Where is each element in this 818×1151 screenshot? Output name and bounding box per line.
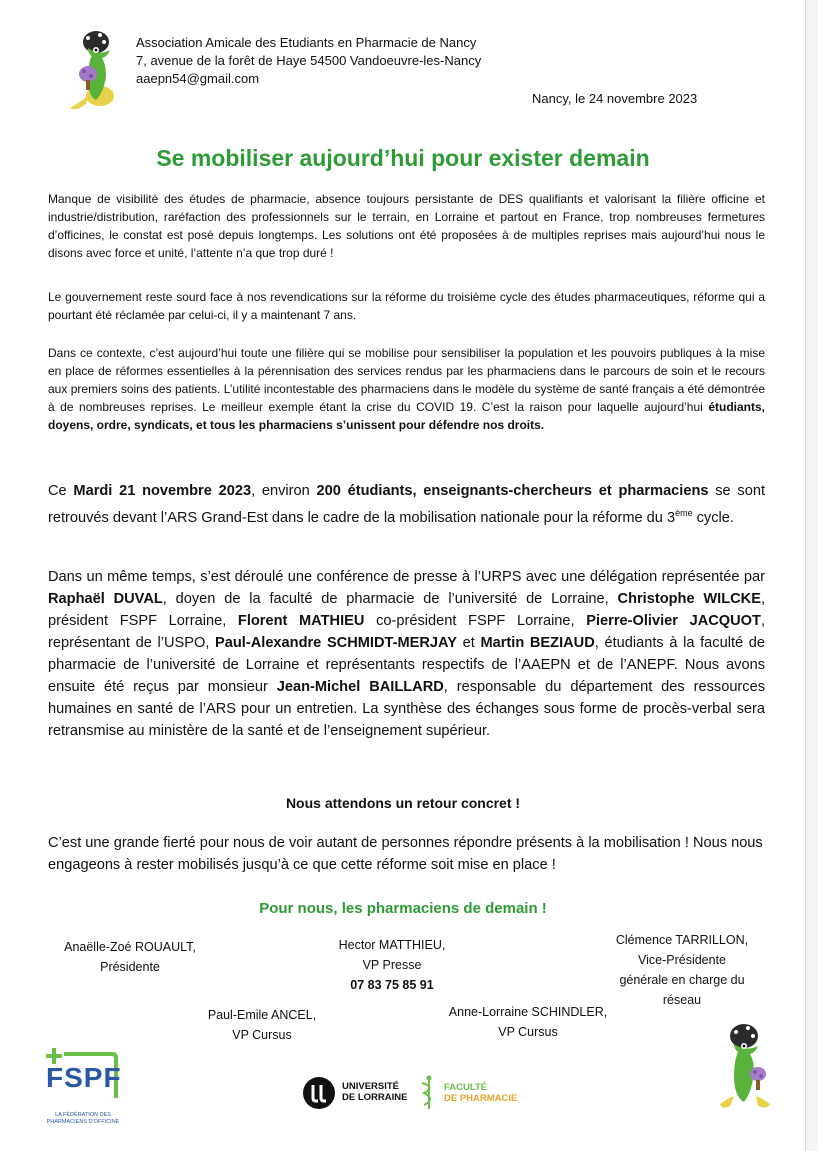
paragraph-3-text: Dans ce contexte, c’est aujourd’hui toute une filière qui se mobilise pour sensibiliser la population et les pouvoirs publiques à la mise en place de réformes essentielles à la pérennisation des services rendus par les pharmaciens dans le parcours de soin et le recours aux premiers soins des patients. L’utilité incontestable des pharmaciens dans le modèle du système de santé français a été démontrée à de nombreuses reprises. Le meilleur exemple étant la crise du COVID 19. C’est la raison pour laquelle aujourd’hui	[48, 346, 765, 414]
p5-name-schmidt: Paul-Alexandre SCHMIDT-MERJAY	[215, 635, 457, 651]
signatory-role-3: réseau	[662, 993, 702, 1007]
p5-t6: et	[456, 635, 481, 651]
p5-name-beziaud: Martin BEZIAUD	[480, 635, 595, 651]
signatory-role: VP Cursus	[232, 1028, 292, 1042]
mascot-logo-top	[66, 26, 128, 114]
fac-line-1: FACULTÉ	[444, 1082, 488, 1093]
p4-participants: 200 étudiants, enseignants-chercheurs et pharmaciens	[316, 483, 709, 499]
signatory-role-2: générale en charge du	[619, 973, 745, 987]
universite-lorraine-logo	[302, 1073, 412, 1115]
letterhead	[136, 34, 481, 88]
signatory-vp-cursus-2	[428, 1002, 628, 1042]
p4-sup: ème	[675, 508, 693, 518]
signatory-president	[40, 937, 220, 977]
paragraph-1: Manque de visibilité des études de pharmacie, absence toujours persistante de DES qualifiants et valorisant la filière officine et industrie/distribution, raréfaction des professionnels sur le terrain, en Lorraine et partout en France, trop nombreuses fermetures d’officines, le constat est posé depuis longtemps. Les solutions ont été proposées à de multiples reprises mais aujourd’hui nous le disons avec force et unité, l’attente n’a que trop duré !	[48, 192, 765, 260]
fspf-subtitle-1: LA FÉDÉRATION DES	[55, 1112, 111, 1118]
org-address: 7, avenue de la forêt de Haye 54500 Vandoeuvre-les-Nancy	[136, 53, 482, 68]
paragraph-4	[48, 480, 765, 529]
signatory-phone: 07 83 75 85 91	[350, 978, 434, 992]
p5-name-duval: Raphaël DUVAL	[48, 591, 163, 607]
ul-line-2: DE LORRAINE	[342, 1092, 408, 1103]
faculte-pharmacie-logo	[418, 1075, 528, 1115]
paragraph-7: C’est une grande fierté pour nous de voir autant de personnes répondre présents à la mobilisation ! Nous nous engageons à rester mobilisés jusqu’à ce que cette réforme soit mise en place !	[48, 835, 763, 873]
fspf-text: FSPF	[46, 1062, 122, 1093]
paragraph-3-bold: étudiants, doyens, ordre, syndicats, et tous les pharmaciens s’unissent pour défendre nos droits.	[48, 400, 765, 432]
signatory-role: VP Cursus	[498, 1025, 558, 1039]
fac-line-2: DE PHARMACIE	[444, 1093, 518, 1104]
org-email: aaepn54@gmail.com	[136, 71, 260, 86]
org-name: Association Amicale des Etudiants en Pharmacie de Nancy	[136, 35, 477, 50]
slogan: Pour nous, les pharmaciens de demain !	[259, 900, 547, 917]
p5-t8: , responsable du département des ressources humaines en santé de l’ARS pour un entretien. La synthèse des échanges sous forme de procès-verbal sera retransmise au ministère de la santé et de l’enseignement supérieur.	[48, 679, 766, 739]
signatory-vp-presse	[302, 935, 482, 995]
paragraph-2: Le gouvernement reste sourd face à nos revendications sur la réforme du troisième cycle des études pharmaceutiques, réforme qui a pourtant été réclamée par celui-ci, il y a maintenant 7 ans.	[48, 290, 765, 322]
fac-text	[444, 1082, 517, 1104]
p5-name-mathieu: Florent MATHIEU	[237, 613, 365, 629]
p5-t7: , étudiants à la faculté de pharmacie de l’université de Lorraine et représentants respectifs de l’AAEPN et de l’ANEPF. Nous avons ensuite été reçus par monsieur	[48, 635, 766, 695]
ul-emblem-icon	[302, 1076, 336, 1110]
caduceus-icon	[418, 1075, 440, 1111]
paragraph-6: Nous attendons un retour concret !	[285, 795, 521, 811]
p5-t5: , représentant de l’USPO,	[48, 613, 766, 651]
signatory-role: Présidente	[100, 960, 160, 974]
p4-t3: se sont retrouvés devant l’ARS Grand-Est dans le cadre de la mobilisation nationale pour la réforme du 3	[48, 483, 766, 526]
signatory-role-1: Vice-Présidente	[637, 953, 726, 967]
p4-t2: , environ	[251, 483, 317, 499]
page-title: Se mobiliser aujourd’hui pour exister demain	[156, 145, 650, 171]
signatory-name: Anaëlle-Zoé ROUAULT,	[64, 940, 196, 954]
page-edge	[806, 0, 818, 1151]
ul-line-1: UNIVERSITÉ	[342, 1081, 400, 1092]
fspf-subtitle-2: PHARMACIENS D’OFFICINE	[46, 1119, 120, 1125]
p5-t1: Dans un même temps, s’est déroulé une conférence de presse à l’URPS avec une délégation représentée par	[48, 569, 765, 585]
signatory-role: VP Presse	[362, 958, 422, 972]
fspf-logo	[38, 1044, 128, 1132]
signatory-name: Paul-Emile ANCEL,	[207, 1008, 317, 1022]
fspf-subtitle	[38, 1112, 128, 1126]
signatory-vp-cursus-1	[172, 1005, 352, 1045]
p5-t3: , président FSPF Lorraine,	[48, 591, 766, 629]
p5-t4: co-président FSPF Lorraine,	[364, 613, 587, 629]
p5-t2: , doyen de la faculté de pharmacie de l’université de Lorraine,	[162, 591, 618, 607]
paragraph-5	[48, 566, 765, 742]
signatory-name: Clémence TARRILLON,	[615, 933, 749, 947]
p4-t1: Ce	[48, 483, 74, 499]
signatory-name: Anne-Lorraine SCHINDLER,	[448, 1005, 608, 1019]
p5-name-jacquot: Pierre-Olivier JACQUOT	[586, 613, 761, 629]
signatory-name: Hector MATTHIEU,	[338, 938, 446, 952]
p4-date: Mardi 21 novembre 2023	[73, 483, 252, 499]
p5-name-wilcke: Christophe WILCKE	[617, 591, 761, 607]
mascot-logo-bottom	[718, 1020, 774, 1112]
letter-date: Nancy, le 24 novembre 2023	[532, 91, 698, 106]
ul-text	[342, 1081, 407, 1103]
paragraph-3	[48, 344, 765, 434]
p5-name-baillard: Jean-Michel BAILLARD	[276, 679, 444, 695]
p4-t4: cycle.	[692, 509, 734, 526]
signatory-vice-presidente	[592, 930, 772, 1010]
